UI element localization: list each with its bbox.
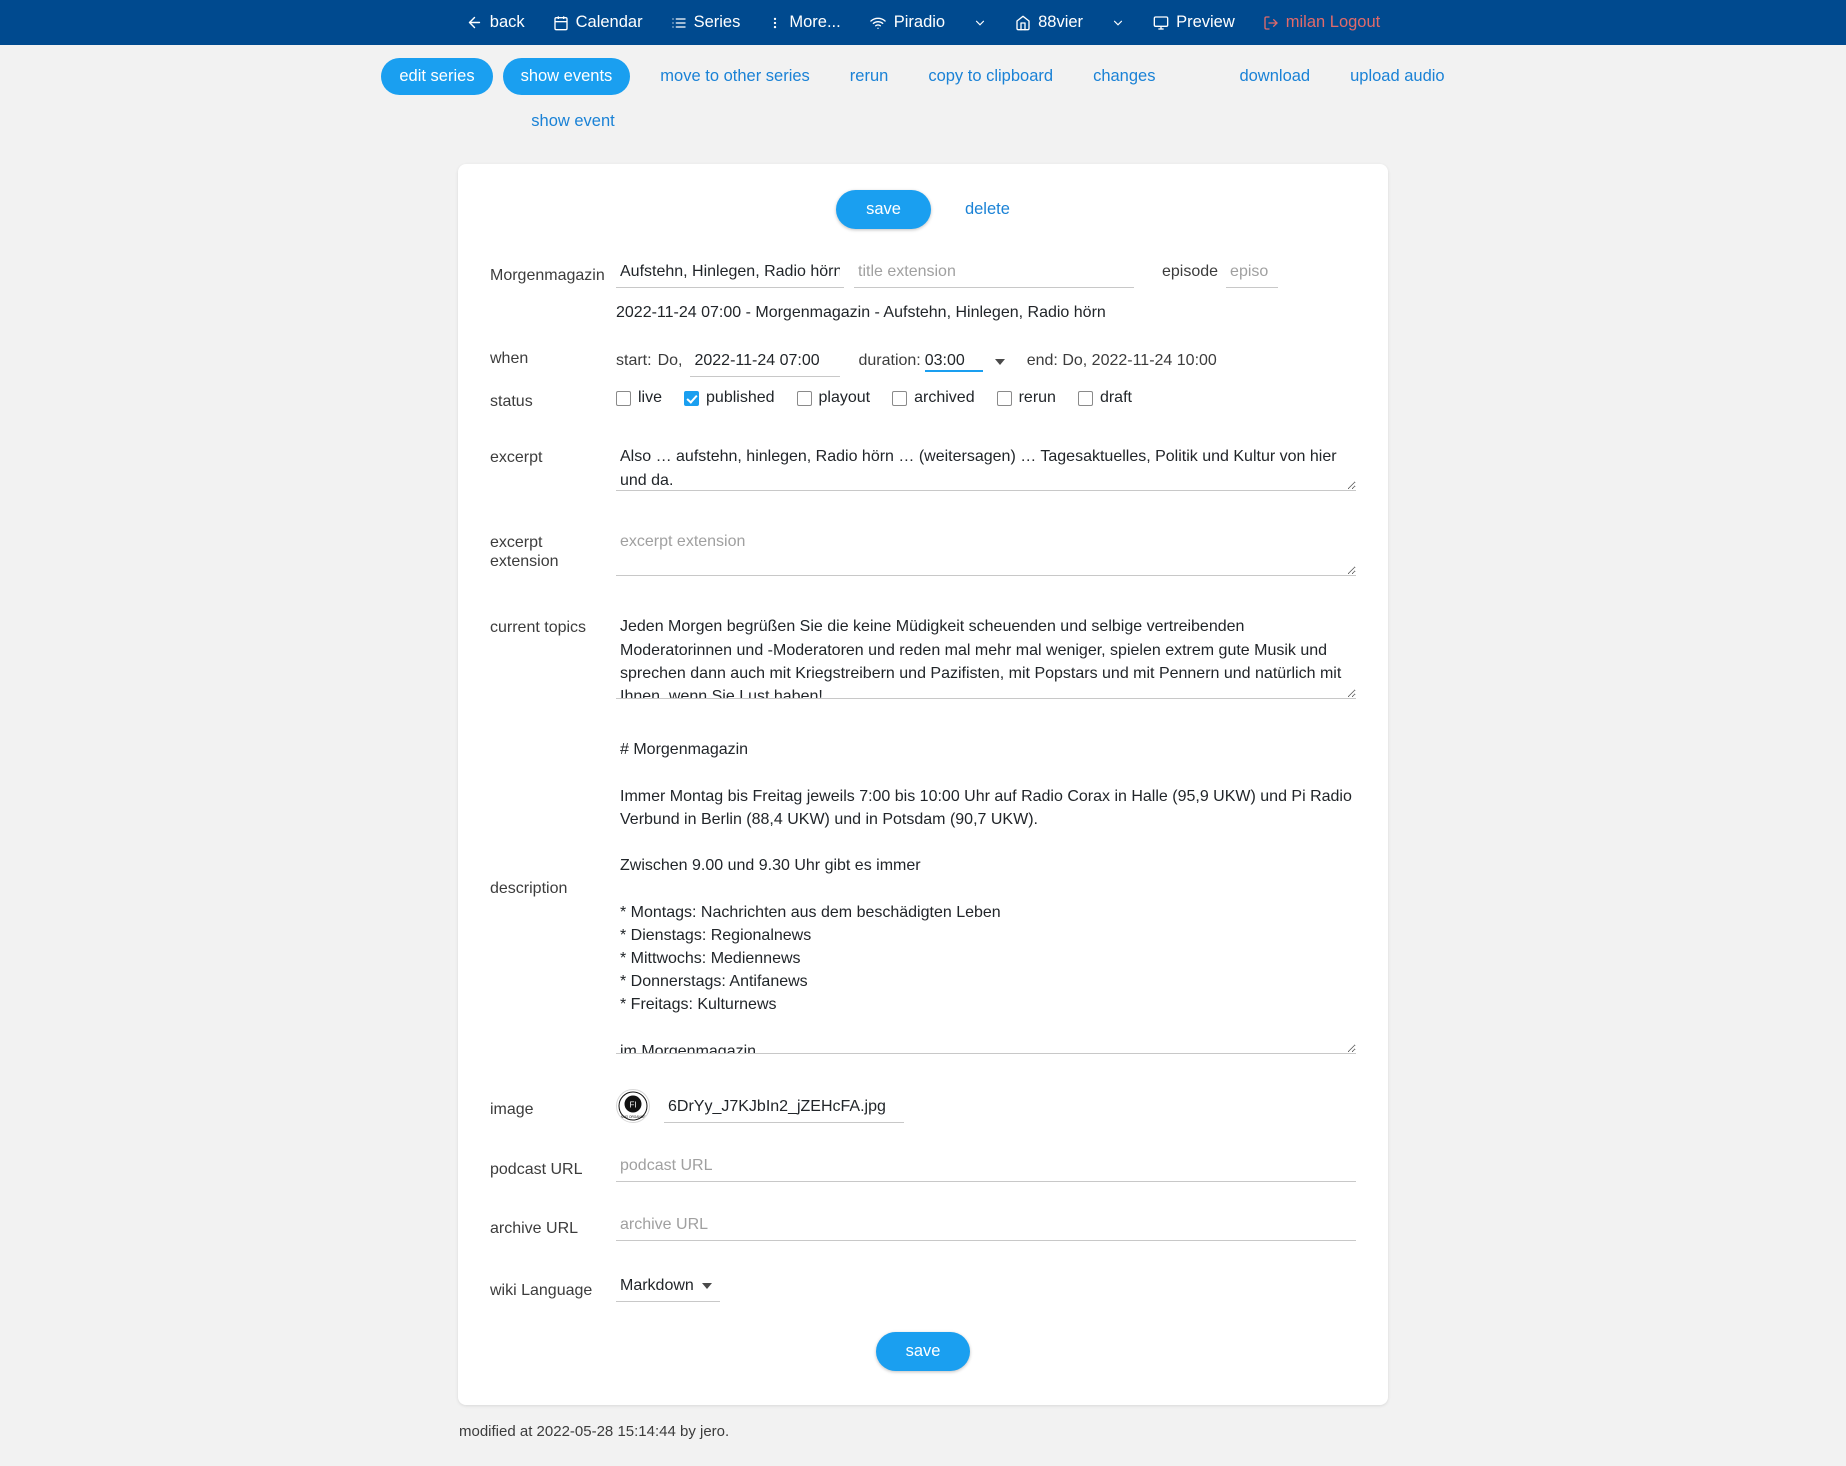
list-icon [671,15,687,31]
wiki-language-value: Markdown [620,1277,694,1295]
duration-label: duration: [858,352,921,369]
image-fields [616,1085,1356,1123]
delete-button[interactable]: delete [964,200,1010,218]
checkbox-archived[interactable] [892,391,907,406]
archive-url-label: archive URL [490,1220,579,1238]
nav-calendar-label: Calendar [575,13,643,31]
nav-station-dropdown[interactable] [1097,0,1139,45]
spacer [490,1063,1356,1085]
description-textarea[interactable] [616,730,1356,1054]
svg-text:RADIO ORGANIZER: RADIO ORGANIZER [618,1115,648,1120]
status-playout-label: playout [818,389,871,406]
show-events-button[interactable]: show events [503,58,631,95]
title-fields [616,255,1356,288]
show-event-link[interactable]: show event [531,112,615,130]
archive-url-row [490,1208,1356,1241]
footer-modified-text: modified at 2022-05-28 15:14:44 by jero. [459,1423,730,1441]
checkbox-rerun[interactable] [997,391,1012,406]
bottom-save-row [490,1332,1356,1371]
description-label: description [490,880,568,898]
calendar-icon [553,15,569,31]
podcast-url-input[interactable] [616,1149,1356,1182]
spacer [490,1186,1356,1208]
spacer [490,585,1356,607]
upload-audio-link[interactable]: upload audio [1350,67,1445,85]
archive-url-input[interactable] [616,1208,1356,1241]
nav-series[interactable] [657,0,755,45]
nav-preview[interactable] [1139,0,1249,45]
save-button-top[interactable]: save [836,190,931,229]
end-text: end: Do, 2022-11-24 10:00 [1026,352,1217,369]
status-rerun[interactable] [997,389,1056,407]
excerpt-textarea[interactable] [616,437,1356,491]
chevron-down-icon[interactable] [995,359,1005,365]
nav-more-label: More... [789,13,841,31]
podcast-url-row [490,1149,1356,1182]
svg-text:FI: FI [629,1100,637,1110]
wiki-language-label: wiki Language [490,1281,593,1299]
nav-series-label: Series [693,13,741,31]
changes-link[interactable]: changes [1093,67,1156,85]
status-live-label: live [638,389,663,406]
nav-logout[interactable] [1249,0,1394,45]
event-edit-card [458,164,1388,1405]
nav-calendar[interactable] [539,0,657,45]
wiki-language-row [490,1267,1356,1302]
excerpt-extension-label: excerpt extension [490,534,559,570]
series-name-label: Morgenmagazin [490,267,605,284]
status-published[interactable] [684,389,775,407]
description-row [490,730,1356,1059]
status-published-label: published [706,389,775,406]
status-checkboxes [616,381,1356,407]
chevron-down-icon [973,16,987,30]
nav-piradio-dropdown[interactable] [959,0,1001,45]
title-extension-input[interactable] [854,255,1134,288]
spacer [490,415,1356,437]
image-thumbnail[interactable] [616,1089,650,1123]
nav-piradio-label: Piradio [893,13,946,31]
excerpt-extension-row [490,522,1356,581]
dots-vertical-icon [768,15,782,31]
start-datetime-input[interactable] [690,344,840,377]
status-archived-label: archived [914,389,975,406]
spacer [490,708,1356,730]
nav-preview-label: Preview [1176,13,1235,31]
chevron-down-icon [702,1283,712,1289]
status-live[interactable] [616,389,662,407]
image-filename-input[interactable] [664,1090,904,1123]
wifi-icon [869,15,887,31]
episode-input[interactable] [1226,255,1278,288]
title-input[interactable] [616,255,844,288]
start-label: start: [616,352,652,369]
excerpt-label: excerpt [490,449,543,467]
action-bar-second-row [0,103,1846,140]
checkbox-published[interactable] [684,391,699,406]
status-row [490,381,1356,411]
image-row [490,1085,1356,1123]
current-topics-row [490,607,1356,704]
current-topics-label: current topics [490,619,587,637]
title-row [490,255,1356,288]
episode-label: episode [1162,263,1219,280]
save-button-bottom[interactable]: save [876,1332,971,1371]
top-navbar [0,0,1846,45]
status-rerun-label: rerun [1018,389,1056,406]
status-draft-label: draft [1099,389,1132,406]
event-summary: 2022-11-24 07:00 - Morgenmagazin - Aufstehn, Hinlegen, Radio hörn [616,304,1106,321]
logout-icon [1263,15,1279,31]
checkbox-live[interactable] [616,391,631,406]
monitor-icon [1153,15,1169,31]
spacer [490,500,1356,522]
nav-piradio[interactable] [855,0,959,45]
checkbox-draft[interactable] [1078,391,1093,406]
status-playout[interactable] [797,389,871,407]
edit-series-button[interactable]: edit series [381,58,492,95]
when-fields [616,338,1356,377]
rerun-link[interactable]: rerun [849,67,889,85]
download-link[interactable]: download [1239,67,1311,85]
status-draft[interactable] [1078,389,1132,407]
start-weekday: Do, [657,352,683,369]
nav-logout-label: milan Logout [1285,13,1381,31]
status-label: status [490,393,533,410]
nav-station-label: 88vier [1038,13,1084,31]
spacer [490,1245,1356,1267]
nav-back[interactable] [452,0,539,45]
arrow-left-icon [466,14,483,31]
copy-to-clipboard-link[interactable]: copy to clipboard [928,67,1054,85]
image-label: image [490,1101,534,1119]
status-archived[interactable] [892,389,974,407]
nav-back-label: back [489,13,525,31]
podcast-url-label: podcast URL [490,1161,583,1179]
duration-select[interactable] [925,352,983,372]
when-row [490,338,1356,377]
when-label: when [490,350,529,367]
checkbox-playout[interactable] [797,391,812,406]
spacer [490,1127,1356,1149]
top-save-row [490,190,1356,229]
duration-value: 03:00 [924,352,965,369]
move-to-other-series-link[interactable]: move to other series [660,67,810,85]
chevron-down-icon [1111,16,1125,30]
current-topics-textarea[interactable] [616,607,1356,699]
wiki-language-field [616,1267,1356,1302]
nav-station[interactable] [1001,0,1097,45]
excerpt-extension-textarea[interactable] [616,522,1356,576]
home-icon [1015,15,1031,31]
action-bar [0,45,1846,95]
excerpt-row [490,437,1356,496]
nav-more[interactable] [754,0,854,45]
wiki-language-select[interactable] [616,1271,720,1302]
